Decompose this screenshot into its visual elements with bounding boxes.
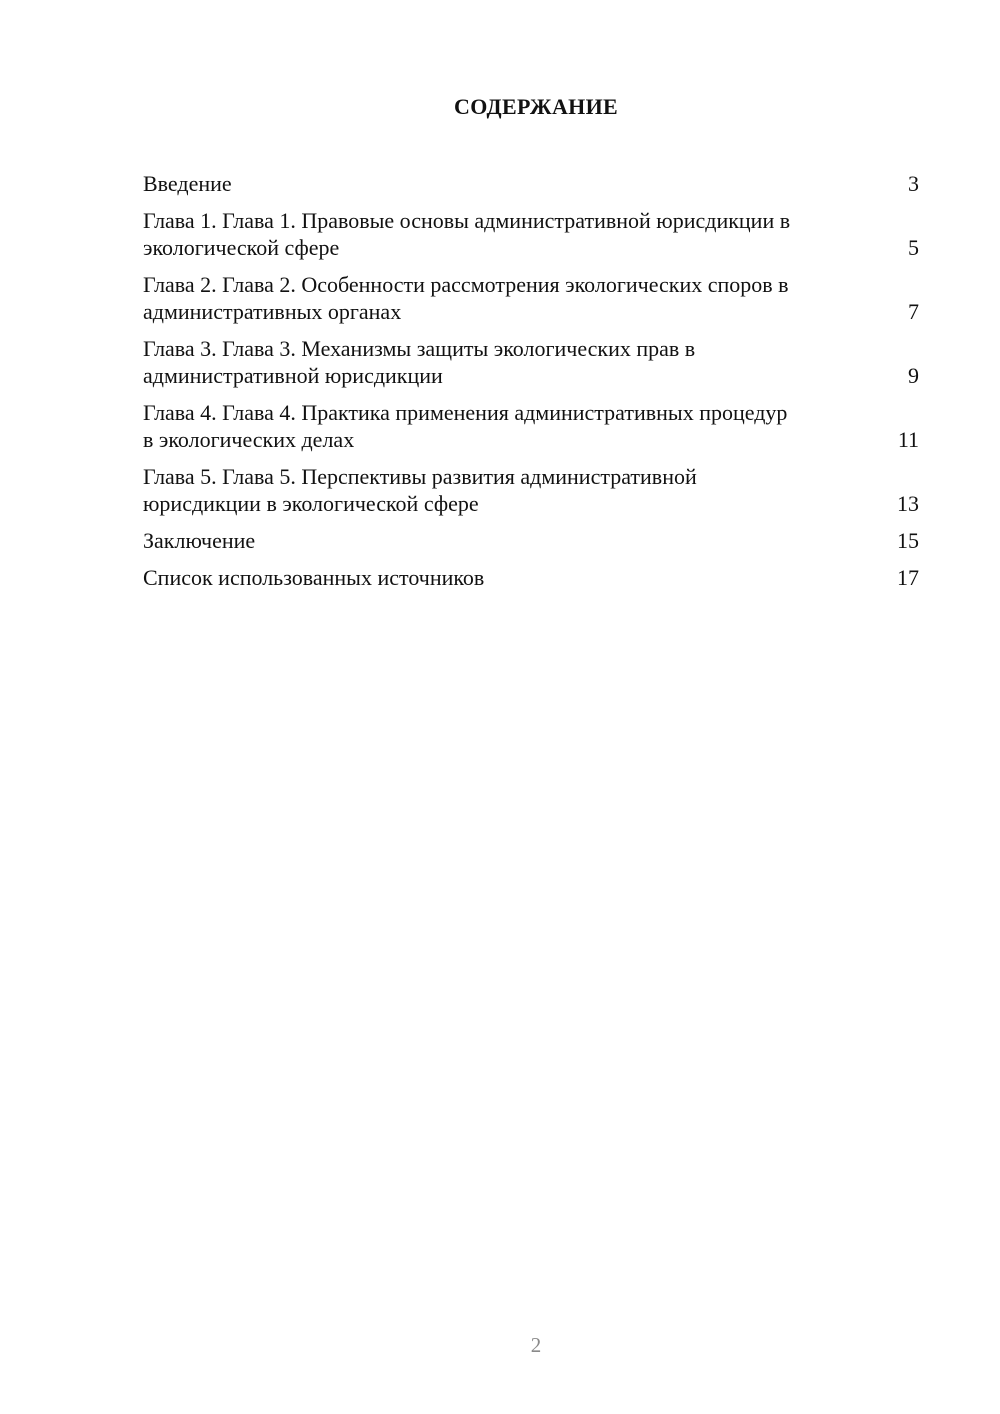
toc-entry-chapter-1[interactable] <box>143 207 919 261</box>
toc-entry-page: 5 <box>908 235 919 260</box>
toc-entry-introduction[interactable] <box>143 170 919 197</box>
toc-entry-page: 3 <box>908 171 919 196</box>
toc-entry-text: Глава 3. Глава 3. Механизмы защиты экологических прав в административной юрисдикции <box>143 336 696 388</box>
toc-entry-chapter-2[interactable] <box>143 271 919 325</box>
toc-entry-text: Список использованных источников <box>143 565 485 590</box>
toc-entry-chapter-5[interactable] <box>143 463 919 517</box>
toc-entry-text: Глава 1. Глава 1. Правовые основы административной юрисдикции в экологической сфере <box>143 208 791 260</box>
table-of-contents <box>143 170 919 601</box>
page-number: 2 <box>530 1333 542 1357</box>
toc-entry-page: 7 <box>908 299 919 324</box>
toc-entry-chapter-4[interactable] <box>143 399 919 453</box>
toc-entry-text: Глава 5. Глава 5. Перспективы развития административной юрисдикции в экологической сфере <box>143 464 697 516</box>
toc-entry-chapter-3[interactable] <box>143 335 919 389</box>
toc-entry-page: 15 <box>897 528 919 553</box>
toc-entry-text: Введение <box>143 171 232 196</box>
toc-entry-conclusion[interactable] <box>143 527 919 554</box>
toc-entry-page: 17 <box>897 565 919 590</box>
toc-entry-text: Глава 4. Глава 4. Практика применения административных процедур в экологических делах <box>143 400 788 452</box>
toc-entry-text: Заключение <box>143 528 256 553</box>
toc-entry-references[interactable] <box>143 564 919 591</box>
toc-entry-page: 9 <box>908 363 919 388</box>
toc-entry-page: 11 <box>897 427 919 452</box>
toc-title: СОДЕРЖАНИЕ <box>454 94 618 119</box>
toc-entry-page: 13 <box>897 491 919 516</box>
toc-entry-text: Глава 2. Глава 2. Особенности рассмотрения экологических споров в административных органах <box>143 272 789 324</box>
